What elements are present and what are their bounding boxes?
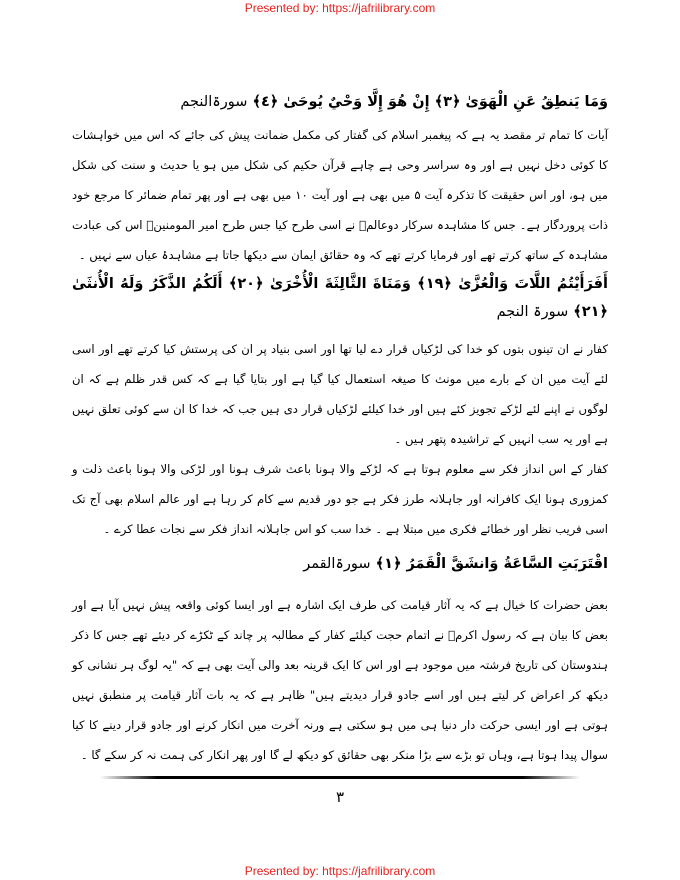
presented-by-header[interactable]: Presented by: https://jafrilibrary.com bbox=[244, 1, 436, 15]
commentary-paragraph-2: کفار نے ان تینوں بتوں کو خدا کی لڑکیاں قرار دے لیا تھا اور اسی بنیاد پر ان کی پرستش کیا کرتے تھے اور اسی لئے آیت میں ان کے بارے میں مونث کا صیغہ استعمال کیا گیا ہے اور بتایا گیا ہے کہ کس قدر ظلم ہے کہ ان لوگوں نے اپنے لئے لڑکے تجویز کئے ہیں اور خدا کیلئے لڑکیاں قرار دی ہیں جب کہ خدا کا ان سے کوئی تعلق نہیں ہے اور یہ سب انہیں کے تراشیدہ پتھر ہیں ۔ bbox=[72, 342, 608, 446]
verse-text: وَمَا يَنطِقُ عَنِ الْهَوَىٰ ﴿٣﴾ إِنْ هُوَ إِلَّا وَحْيٌ يُوحَىٰ ﴿٤﴾ bbox=[252, 94, 608, 110]
sura-reference: سورۃالنجم bbox=[180, 94, 248, 110]
verse-text: أَفَرَأَيْتُمُ اللَّاتَ وَالْعُزَّىٰ ﴿١٩﴾ وَمَنَاةَ الثَّالِثَةَ الْأُخْرَىٰ ﴿٢٠﴾ أَلَكُمُ الذَّكَرُ وَلَهُ الْأُنثَىٰ ﴿٢١﴾ bbox=[72, 276, 609, 320]
quran-verse-najm-3-4 bbox=[72, 88, 608, 116]
presented-by-footer[interactable]: Presented by: https://jafrilibrary.com bbox=[244, 864, 436, 878]
sura-reference: سورۃالقمر bbox=[303, 556, 371, 572]
commentary-paragraph-3: کفار کے اس انداز فکر سے معلوم ہوتا ہے کہ لڑکے والا ہونا باعث شرف ہونا اور لڑکی والا ہونا باعث ذلت و کمزوری ہونا ایک کافرانہ اور جاہلانہ طرز فکر ہے جو دور قدیم سے کام کر رہا ہے اور عالم اسلام بھی آج تک اسی فریب نظر اور خطائے فکری میں مبتلا ہے ۔ خدا سب کو اس جاہلانہ انداز فکر سے نجات عطا کرے ۔ bbox=[72, 462, 608, 536]
commentary-paragraph-1: آیات کا تمام تر مقصد یہ ہے کہ پیغمبر اسلام کی گفتار کی مکمل ضمانت پیش کی جائے کہ اس میں خواہشات کا کوئی دخل نہیں ہے اور وہ سراسر وحی ہے چاہے قرآن حکیم کی شکل میں ہو یا حدیث و سنت کی شکل میں ہو، اور اس حقیقت کا تذکرہ آیت ۵ میں بھی ہے اور آیت ۱۰ میں بھی ہے اور پھر تمام ضمائر کا مرجع خود ذات پروردگار ہے۔ جس کا مشاہدہ سرکار دوعالمؐ نے اسی طرح کیا جس طرح امیر المومنینؑ اس کی عبادت مشاہدہ کے ساتھ کرتے تھے اور فرمایا کرتے تھے کہ وہ حقائق ایمان سے دیکھا جاتا ہے مشاہدۂ عیاں سے نہیں ۔ bbox=[72, 128, 608, 262]
sura-reference: سورۃ النجم bbox=[496, 304, 569, 320]
quran-verse-qamar-1 bbox=[72, 550, 608, 578]
quran-verse-najm-19-21 bbox=[72, 270, 608, 326]
commentary-paragraph-4: بعض حضرات کا خیال ہے کہ یہ آثار قیامت کی طرف ایک اشارہ ہے اور ایسا کوئی واقعہ پیش نہیں آیا ہے اور بعض کا بیان ہے کہ رسول اکرمؐ نے اتمام حجت کیلئے کفار کے مطالبہ پر چاند کے ٹکڑے کر دیئے تھے جس کا ذکر ہندوستان کی تاریخ فرشتہ میں موجود ہے اور اس کا ایک قرینہ بعد والی آیت بھی ہے کہ "یہ لوگ ہر نشانی کو دیکھ کر اعراض کر لیتے ہیں اور اسے جادو قرار دیدیتے ہیں" ظاہر ہے کہ یہ بات آثار قیامت پر منطبق نہیں ہوتی ہے اور ایسی حرکت دار دنیا ہی میں ہو سکتی ہے ورنہ آخرت میں انکار کرنے اور جادو قرار دینے کا کیا سوال پیدا ہوتا ہے، وہاں تو بڑے سے بڑا منکر بھی حقائق کو دیکھ لے گا اور پھر انکار کی ہمت نہ کر سکے گا ۔ bbox=[72, 598, 608, 762]
page-number: ۳ bbox=[335, 788, 345, 806]
footer-divider bbox=[100, 776, 580, 779]
verse-text: اقْتَرَبَتِ السَّاعَةُ وَانشَقَّ الْقَمَرُ ﴿١﴾ bbox=[375, 556, 608, 572]
page-content bbox=[72, 88, 608, 770]
